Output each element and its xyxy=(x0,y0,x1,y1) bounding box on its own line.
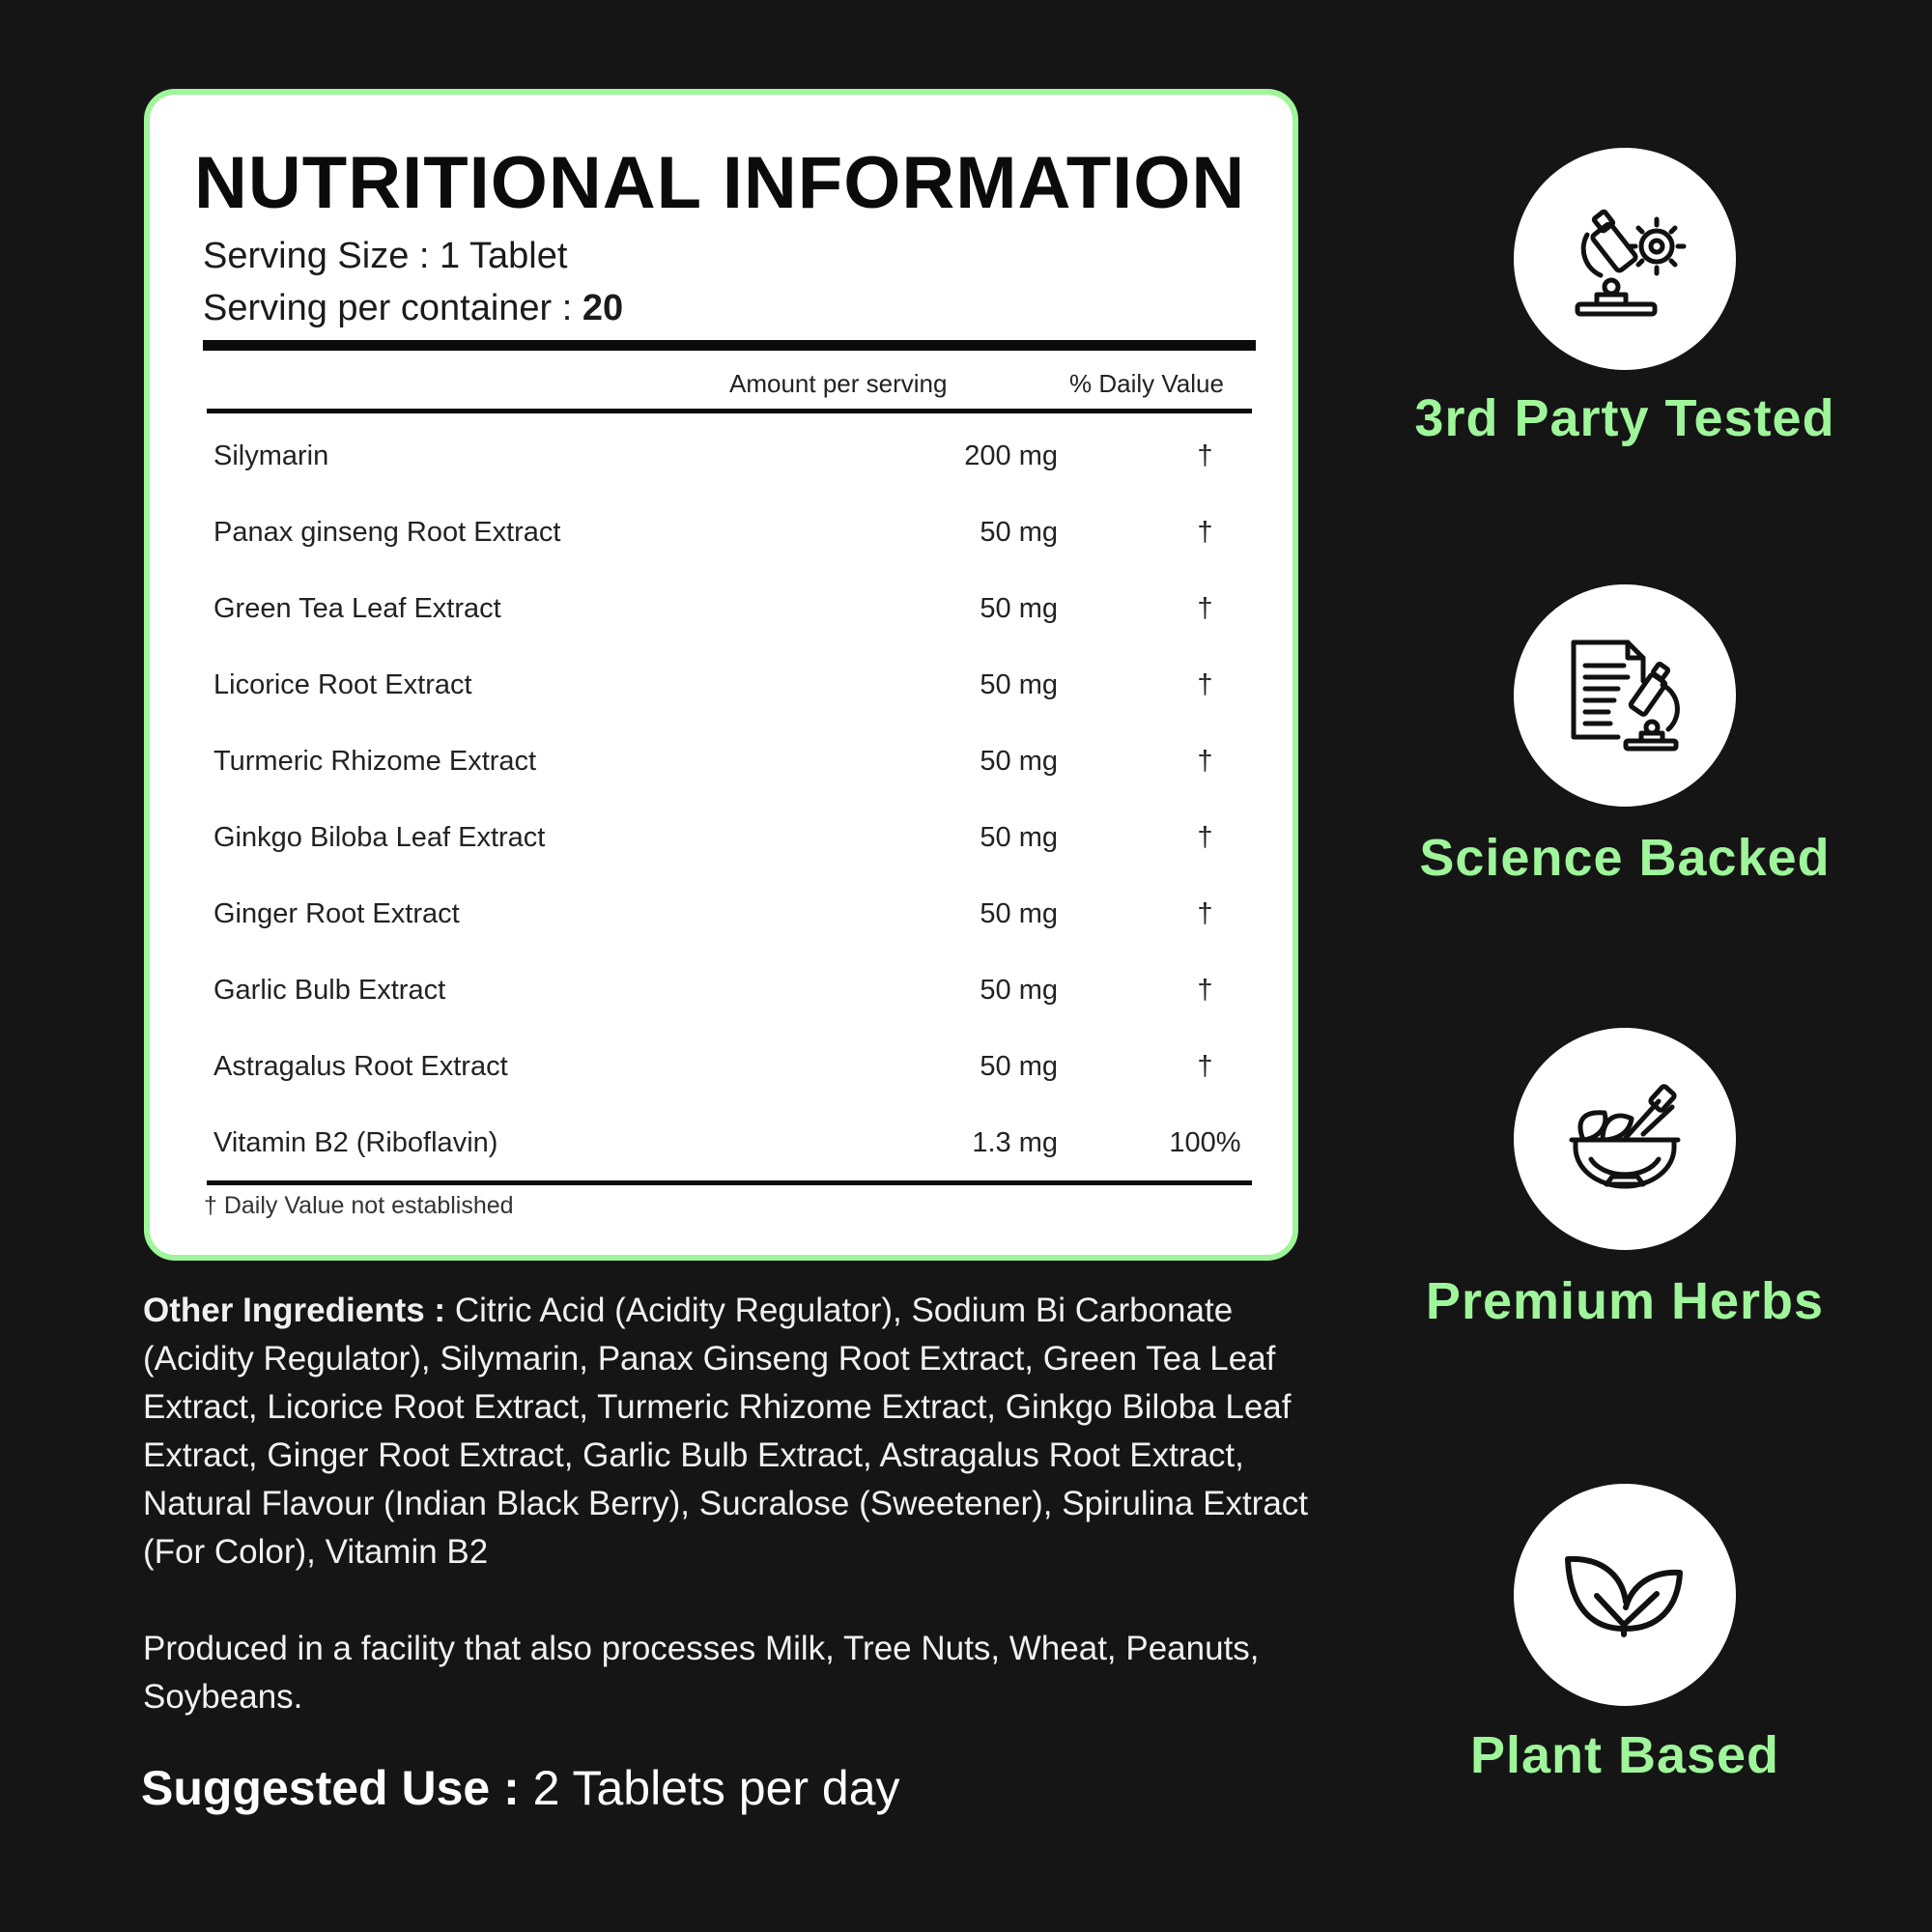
nutrient-daily-value: † xyxy=(1197,1051,1213,1082)
nutrient-daily-value: 100% xyxy=(1169,1127,1241,1158)
badge-label-science-backed: Science Backed xyxy=(1419,829,1831,887)
mortar-pestle-herbs-icon xyxy=(1562,1076,1688,1202)
nutrient-row xyxy=(150,421,1293,497)
nutrient-daily-value: † xyxy=(1197,593,1213,624)
header-rule xyxy=(203,340,1256,351)
nutrient-row xyxy=(150,1032,1293,1108)
nutrient-name: Ginkgo Biloba Leaf Extract xyxy=(213,822,546,853)
nutrient-name: Astragalus Root Extract xyxy=(213,1051,508,1082)
suggested-use-label: Suggested Use : xyxy=(141,1761,520,1815)
nutrient-name: Green Tea Leaf Extract xyxy=(213,593,501,624)
footnote: † Daily Value not established xyxy=(204,1192,514,1219)
nutrient-amount: 1.3 mg xyxy=(972,1127,1058,1158)
nutrient-name: Licorice Root Extract xyxy=(213,669,472,700)
nutrient-amount: 50 mg xyxy=(980,822,1058,853)
servings-per-container xyxy=(203,288,623,329)
nutrient-row xyxy=(150,803,1293,879)
nutrient-row xyxy=(150,650,1293,726)
nutrient-name: Silymarin xyxy=(213,440,329,471)
suggested-use-value: 2 Tablets per day xyxy=(532,1761,900,1815)
nutrient-name: Vitamin B2 (Riboflavin) xyxy=(213,1127,498,1158)
column-header-amount: Amount per serving xyxy=(729,369,948,398)
nutrient-row xyxy=(150,726,1293,803)
serving-size-value: 1 Tablet xyxy=(440,236,568,276)
servings-label: Serving per container : xyxy=(203,288,573,328)
serving-size-label: Serving Size : xyxy=(203,236,430,276)
badge-label-3rd-party-tested: 3rd Party Tested xyxy=(1414,389,1835,447)
other-ingredients-text: Citric Acid (Acidity Regulator), Sodium Bi Carbonate (Acidity Regulator), Silymarin, Panax Ginseng Root Extract, Green Tea Leaf Extract, Licorice Root Extract, Turmeric Rhizome Extract, Ginkgo Biloba Leaf Extract, Ginger Root Extract, Garlic Bulb Extract, Astragalus Root Extract, Natural Flavour (Indian Black Berry), Sucralose (Sweetener), Spirulina Extract (For Color), Vitamin B2 xyxy=(143,1292,1309,1571)
leaves-icon xyxy=(1562,1532,1688,1658)
servings-value: 20 xyxy=(582,288,624,328)
column-header-rule xyxy=(207,409,1252,413)
nutrient-name: Turmeric Rhizome Extract xyxy=(213,746,537,777)
nutrient-amount: 50 mg xyxy=(980,1051,1058,1082)
nutrient-amount: 50 mg xyxy=(980,975,1058,1006)
nutrient-daily-value: † xyxy=(1197,746,1213,777)
nutrient-row xyxy=(150,574,1293,650)
nutrient-amount: 50 mg xyxy=(980,517,1058,548)
nutrient-name: Garlic Bulb Extract xyxy=(213,975,446,1006)
badge-label-premium-herbs: Premium Herbs xyxy=(1425,1272,1825,1330)
nutrient-daily-value: † xyxy=(1197,517,1213,548)
column-header-daily-value: % Daily Value xyxy=(1069,369,1224,398)
nutrient-name: Panax ginseng Root Extract xyxy=(213,517,561,548)
facility-note: Produced in a facility that also processes Milk, Tree Nuts, Wheat, Peanuts, Soybeans. xyxy=(143,1630,1260,1716)
document-microscope-icon xyxy=(1562,633,1688,758)
other-ingredients xyxy=(143,1287,1341,1577)
nutrient-daily-value: † xyxy=(1197,898,1213,929)
nutrient-name: Ginger Root Extract xyxy=(213,898,460,929)
table-bottom-rule xyxy=(207,1180,1252,1185)
nutrient-amount: 50 mg xyxy=(980,898,1058,929)
nutrient-amount: 50 mg xyxy=(980,669,1058,700)
nutrient-amount: 50 mg xyxy=(980,593,1058,624)
nutrient-daily-value: † xyxy=(1197,822,1213,853)
microscope-icon xyxy=(1562,196,1688,322)
badge-premium-herbs xyxy=(1514,1028,1736,1250)
serving-size xyxy=(203,236,567,277)
badge-plant-based xyxy=(1514,1484,1736,1706)
other-ingredients-label: Other Ingredients : xyxy=(143,1292,446,1329)
nutrition-panel xyxy=(144,89,1298,1261)
nutrient-amount: 200 mg xyxy=(964,440,1058,471)
nutrient-daily-value: † xyxy=(1197,975,1213,1006)
badge-label-plant-based: Plant Based xyxy=(1469,1726,1780,1784)
suggested-use xyxy=(141,1760,900,1816)
nutrient-row xyxy=(150,1108,1293,1184)
nutrient-daily-value: † xyxy=(1197,669,1213,700)
panel-title: NUTRITIONAL INFORMATION xyxy=(194,142,1246,224)
nutrient-daily-value: † xyxy=(1197,440,1213,471)
nutrient-row xyxy=(150,497,1293,574)
badge-3rd-party-tested xyxy=(1514,148,1736,370)
nutrient-row xyxy=(150,955,1293,1032)
nutrient-row xyxy=(150,879,1293,955)
nutrient-amount: 50 mg xyxy=(980,746,1058,777)
badge-science-backed xyxy=(1514,584,1736,807)
